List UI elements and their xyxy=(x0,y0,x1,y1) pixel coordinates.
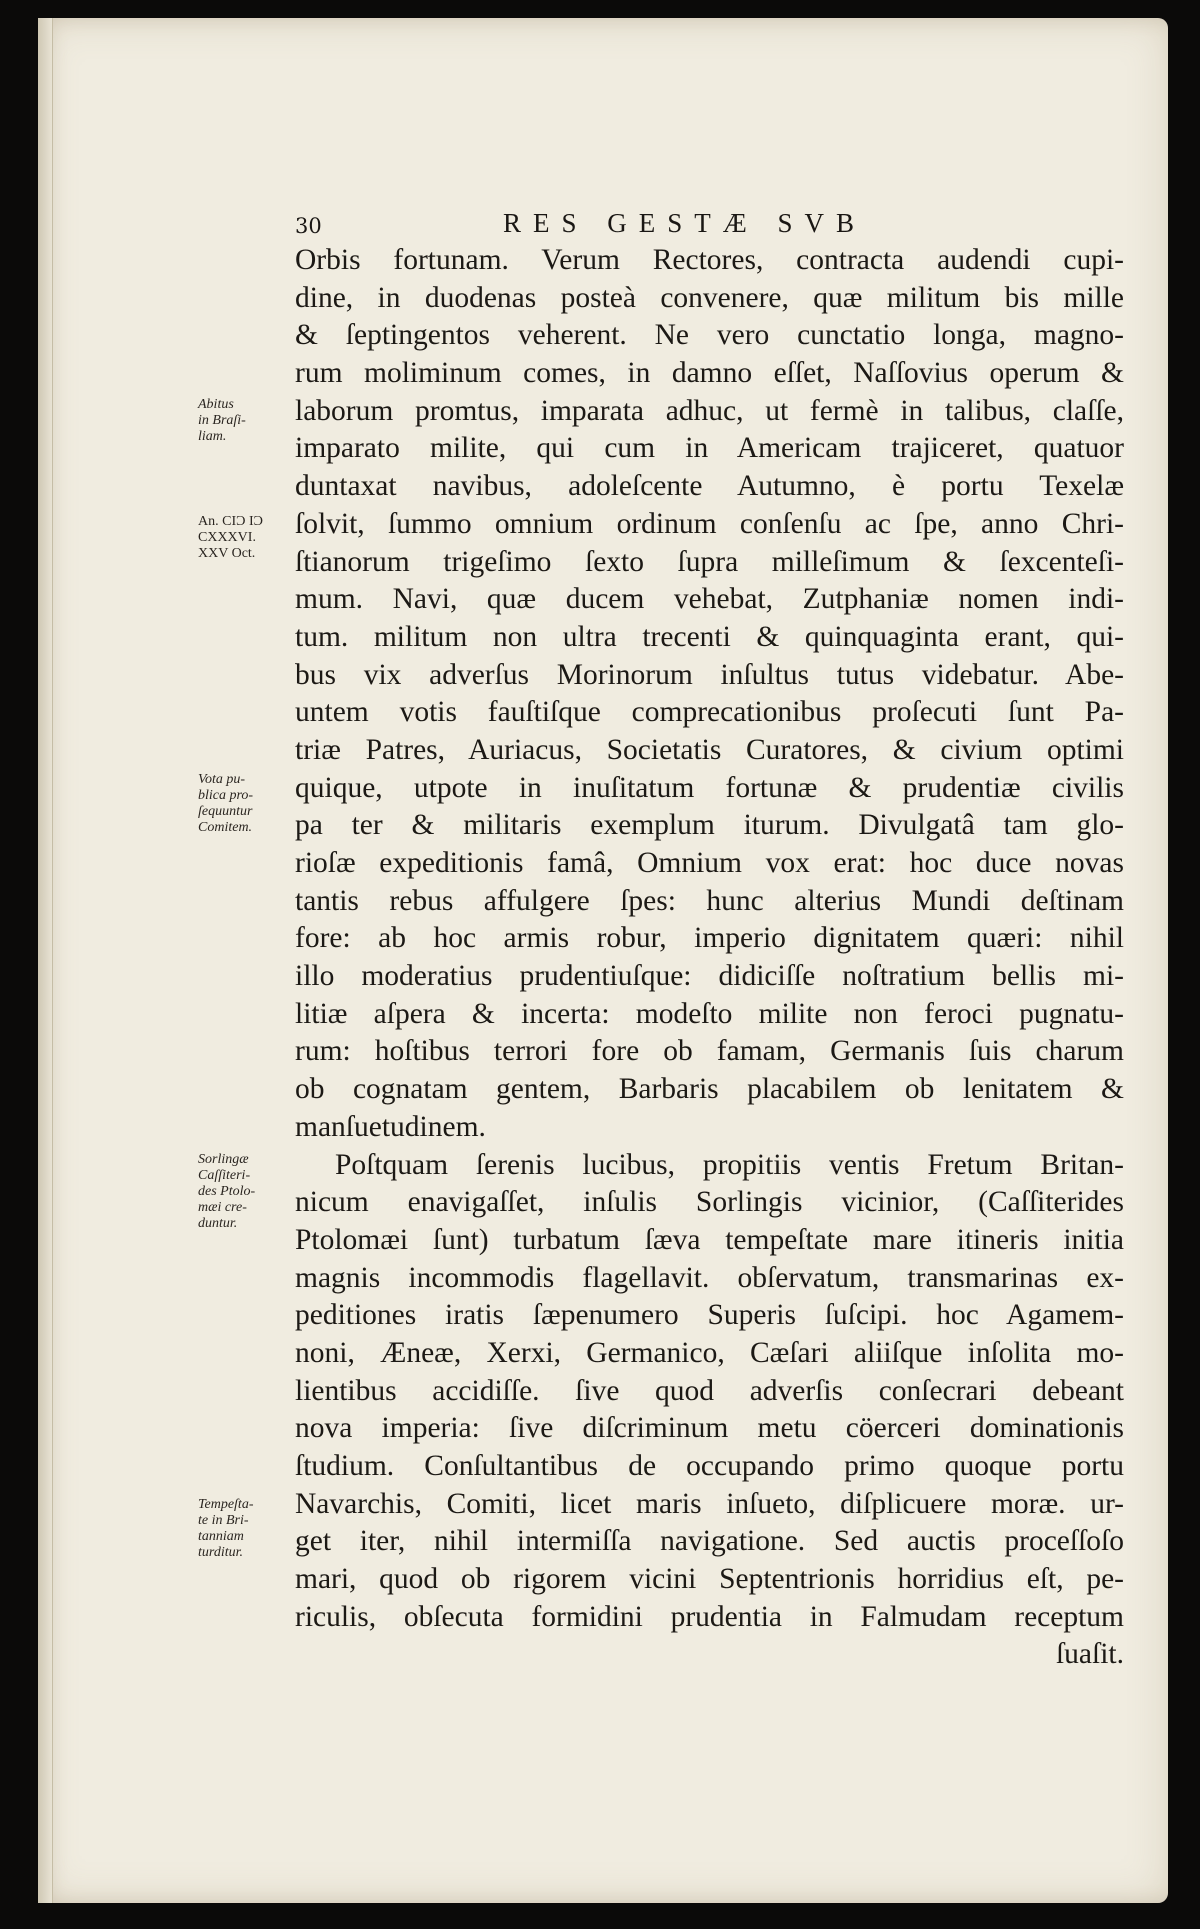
text-line: laborum promtus, imparata adhuc, ut fermè in talibus, claſſe, xyxy=(295,394,1124,427)
text-line: ſtudium. Conſultantibus de occupando primo quoque portu xyxy=(295,1450,1124,1482)
margin-note-line: des Ptolo- xyxy=(198,1184,256,1199)
margin-note-line: Vota pu- xyxy=(198,772,246,787)
margin-note xyxy=(198,397,294,445)
text-line: bus vix adverſus Morinorum inſultus tutus videbatur. Abe- xyxy=(295,658,1124,691)
text-line: mari, quod ob rigorem vicini Septentrionis horridius eſt, pe- xyxy=(295,1563,1124,1596)
text-line: nicum enavigaſſet, inſulis Sorlingis vicinior, (Caſſiterides xyxy=(295,1186,1124,1219)
margin-note-line: te in Bri- xyxy=(198,1513,249,1528)
margin-note-line: Tempeſta- xyxy=(198,1497,254,1512)
main-text-block xyxy=(295,242,1124,1674)
margin-note-line: mæi cre- xyxy=(198,1200,247,1215)
margin-note-line: CXXXVI. xyxy=(198,530,256,545)
text-line: ſuaſit. xyxy=(1055,1638,1124,1671)
page-gutter-edge xyxy=(38,18,53,1903)
text-line: ſolvit, ſummo omnium ordinum conſenſu ac ſpe, anno Chri- xyxy=(295,507,1124,540)
margin-note-line: Sorlingæ xyxy=(198,1152,249,1167)
text-line: rum moliminum comes, in damno eſſet, Naſſovius operum & xyxy=(295,357,1124,390)
margin-note-line: Abitus xyxy=(198,397,234,412)
text-line: Ptolomæi ſunt) turbatum ſæva tempeſtate mare itineris initia xyxy=(295,1223,1124,1256)
text-line: magnis incommodis flagellavit. obſervatum, transmarinas ex- xyxy=(295,1261,1124,1294)
text-line: lientibus accidiſſe. ſive quod adverſis conſecrari debeant xyxy=(295,1374,1124,1407)
running-head xyxy=(38,188,1168,238)
book-page xyxy=(38,18,1168,1903)
margin-note xyxy=(198,772,294,836)
text-line: nova imperia: ſive diſcriminum metu cöerceri dominationis xyxy=(295,1412,1124,1445)
text-line: pa ter & militaris exemplum iturum. Divulgatâ tam glo- xyxy=(295,809,1124,842)
margin-note-line: XXV Oct. xyxy=(198,546,256,561)
text-line: quique, utpote in inuſitatum fortunæ & prudentiæ civilis xyxy=(295,771,1124,804)
margin-note xyxy=(198,1497,294,1561)
page-number: 30 xyxy=(295,214,322,238)
text-line: rioſæ expeditionis famâ, Omnium vox erat: hoc duce novas xyxy=(295,847,1124,879)
text-line: dine, in duodenas posteà convenere, quæ militum bis mille xyxy=(295,281,1124,314)
text-line: riculis, obſecuta formidini prudentia in Falmudam receptum xyxy=(295,1600,1124,1633)
margin-note-line: turditur. xyxy=(198,1545,243,1560)
text-line: noni, Æneæ, Xerxi, Germanico, Cæſari aliiſque inſolita mo- xyxy=(295,1336,1124,1369)
text-line: tantis rebus affulgere ſpes: hunc alterius Mundi deſtinam xyxy=(295,884,1124,917)
text-line: Poſtquam ſerenis lucibus, propitiis ventis Fretum Britan- xyxy=(335,1148,1124,1181)
margin-note-line: ſequuntur xyxy=(198,804,253,819)
text-line: rum: hoſtibus terrori fore ob famam, Germanis ſuis charum xyxy=(295,1035,1124,1068)
text-line: tum. militum non ultra trecenti & quinquaginta erant, qui- xyxy=(295,620,1124,653)
margin-note-line: in Braſi- xyxy=(198,413,246,428)
text-line: ſtianorum trigeſimo ſexto ſupra milleſimum & ſexcenteſi- xyxy=(295,545,1124,578)
text-line: illo moderatius prudentiuſque: didiciſſe noſtratium bellis mi- xyxy=(295,960,1124,993)
text-line: Orbis fortunam. Verum Rectores, contracta audendi cupi- xyxy=(295,244,1124,276)
text-line: litiæ aſpera & incerta: modeſto milite non feroci pugnatu- xyxy=(295,997,1124,1030)
margin-note-line: Caſſiteri- xyxy=(198,1168,251,1183)
text-line: manſuetudinem. xyxy=(295,1110,486,1143)
running-title: RES GESTÆ SVB xyxy=(503,208,867,238)
text-line: untem votis fauſtiſque comprecationibus proſecuti ſunt Pa- xyxy=(295,696,1124,729)
text-line: fore: ab hoc armis robur, imperio dignitatem quæri: nihil xyxy=(295,922,1124,955)
text-line: Navarchis, Comiti, licet maris inſueto, diſplicuere moræ. ur- xyxy=(295,1487,1124,1520)
text-line: & ſeptingentos veherent. Ne vero cunctatio longa, magno- xyxy=(295,319,1124,352)
margin-note-line: duntur. xyxy=(198,1216,238,1231)
text-line: triæ Patres, Auriacus, Societatis Curatores, & civium optimi xyxy=(295,733,1124,766)
text-line: peditiones iratis ſæpenumero Superis ſuſcipi. hoc Agamem- xyxy=(295,1299,1124,1332)
margin-note xyxy=(198,1152,294,1232)
text-line: imparato milite, qui cum in Americam trajiceret, quatuor xyxy=(295,432,1124,465)
margin-note-line: An. CIϽ IϽ xyxy=(198,514,263,529)
margin-note-line: liam. xyxy=(198,429,227,444)
text-line: mum. Navi, quæ ducem vehebat, Zutphaniæ nomen indi- xyxy=(295,583,1124,616)
margin-note-line: tanniam xyxy=(198,1529,244,1544)
text-line: duntaxat navibus, adoleſcente Autumno, è portu Texelæ xyxy=(295,470,1124,503)
margin-note-line: blica pro- xyxy=(198,788,254,803)
text-line: get iter, nihil intermiſſa navigatione. Sed auctis proceſſoſo xyxy=(295,1525,1124,1558)
margin-note xyxy=(198,514,294,562)
text-line: ob cognatam gentem, Barbaris placabilem ob lenitatem & xyxy=(295,1073,1124,1106)
margin-note-line: Comitem. xyxy=(198,820,253,835)
